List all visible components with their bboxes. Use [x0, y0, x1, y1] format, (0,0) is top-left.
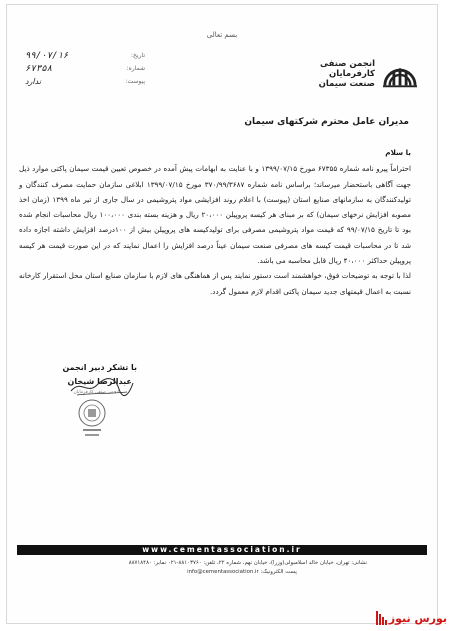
handwritten-signature	[67, 373, 137, 399]
letter-page	[6, 4, 438, 624]
paragraph-2: لذا با توجه به توضیحات فوق، خواهشمند است دستور نمایند پس از هماهنگی های لازم با سازمان صنایع استان محل استقرار کارخانه نسبت به اعمال قیمتهای جدید سیمان پاکتی اقدام لازم معمول گردد.	[19, 271, 411, 296]
org-logo	[319, 57, 419, 91]
footer-address: نشانی: تهران، خیابان خالد اسلامبولی(وزرا)، خیابان نهم، شماره ۲۲، تلفن: ۸۸۱۰۳۷۶۰-۰۲۱ نمابر: ۸۸۷۱۸۴۸۰	[128, 560, 367, 566]
letter-footer	[17, 545, 427, 577]
addressee: مدیران عامل محترم شرکتهای سیمان	[244, 117, 409, 127]
meta-attachment-value: ندارد	[25, 77, 42, 86]
org-name: انجمن صنفی کارفرمایان صنعت سیمان	[318, 59, 375, 89]
meta-date: تاریخ: ۹۹/۰۷/۱۶	[25, 50, 145, 61]
cement-association-logo-icon	[381, 57, 419, 91]
signatory-name: عبدالرضا شیخان	[67, 377, 132, 386]
salutation: با سلام	[385, 148, 411, 157]
stamp-seal-icon	[75, 398, 109, 440]
paragraph-1: احتراماً پیرو نامه شماره ۶۷۳۵۵ مورخ ۱۳۹۹/۰۷/۱۵ و با عنایت به ابهامات پیش آمده در خصوص تعیین قیمت سیمان پاکتی موارد ذیل جهت آگاهی باستحضار میرساند؛ براساس نامه شماره ۳۷۰/۹۹/۳۶۸۷ مورخ ۱۳۹۹/۰۷/۱۵ ابلاغی سازمان حمایت مصرف کنندگان و تولیدکنندگان به سازمانهای صنایع استان (پیوست) با اعلام روند افزایشی مواد پتروشیمی در سال جاری از تیر ماه ۱۳۹۹ (زمان اخذ مصوبه افزایش نرخهای سیمان) که بر مبنای هر کیسه پروپیلن ۲۰،۰۰۰ ریال و هزینه بسته بندی ۱۰۰،۰۰۰ ریال محاسبات انجام شده بود تا تاریخ ۹۹/۰۷/۱۵ که قیمت مواد پتروشیمی مصرفی برای تولیدکیسه های پروپیلن بیش از ۱۰۰درصد افزایش داشته اجازه داده شد تا در محاسبات قیمت کیسه های مصرفی صنعت سیمان عیناً درصد افزایش را اعمال نمایند که در این صورت قیمت هر کیسه پروپیلن حداکثر ۴۰،۰۰۰ ریال قابل محاسبه می باشد.	[19, 164, 411, 266]
meta-attachment: پیوست: ندارد	[25, 77, 145, 86]
watermark	[376, 611, 447, 625]
letter-meta	[25, 49, 145, 88]
letter-body	[19, 145, 411, 299]
signature-closing: با تشکر دبیر انجمن	[62, 363, 137, 372]
footer-email[interactable]: info@cementassociation.ir :پست الکترونیک	[187, 569, 297, 575]
meta-number: شماره: ۶۷۳۵۸	[25, 63, 145, 74]
meta-date-value: ۹۹/۰۷/۱۶	[25, 50, 69, 61]
stamp-caption: انجمن صنفی کارفرمایان	[73, 390, 119, 395]
meta-number-value: ۶۷۳۵۸	[25, 63, 53, 74]
watermark-label: بورس نیوز	[388, 611, 447, 625]
watermark-bars-icon	[376, 611, 387, 625]
footer-website[interactable]: www.cementassociation.ir	[17, 545, 427, 555]
basmala: بسم تعالی	[206, 31, 238, 39]
